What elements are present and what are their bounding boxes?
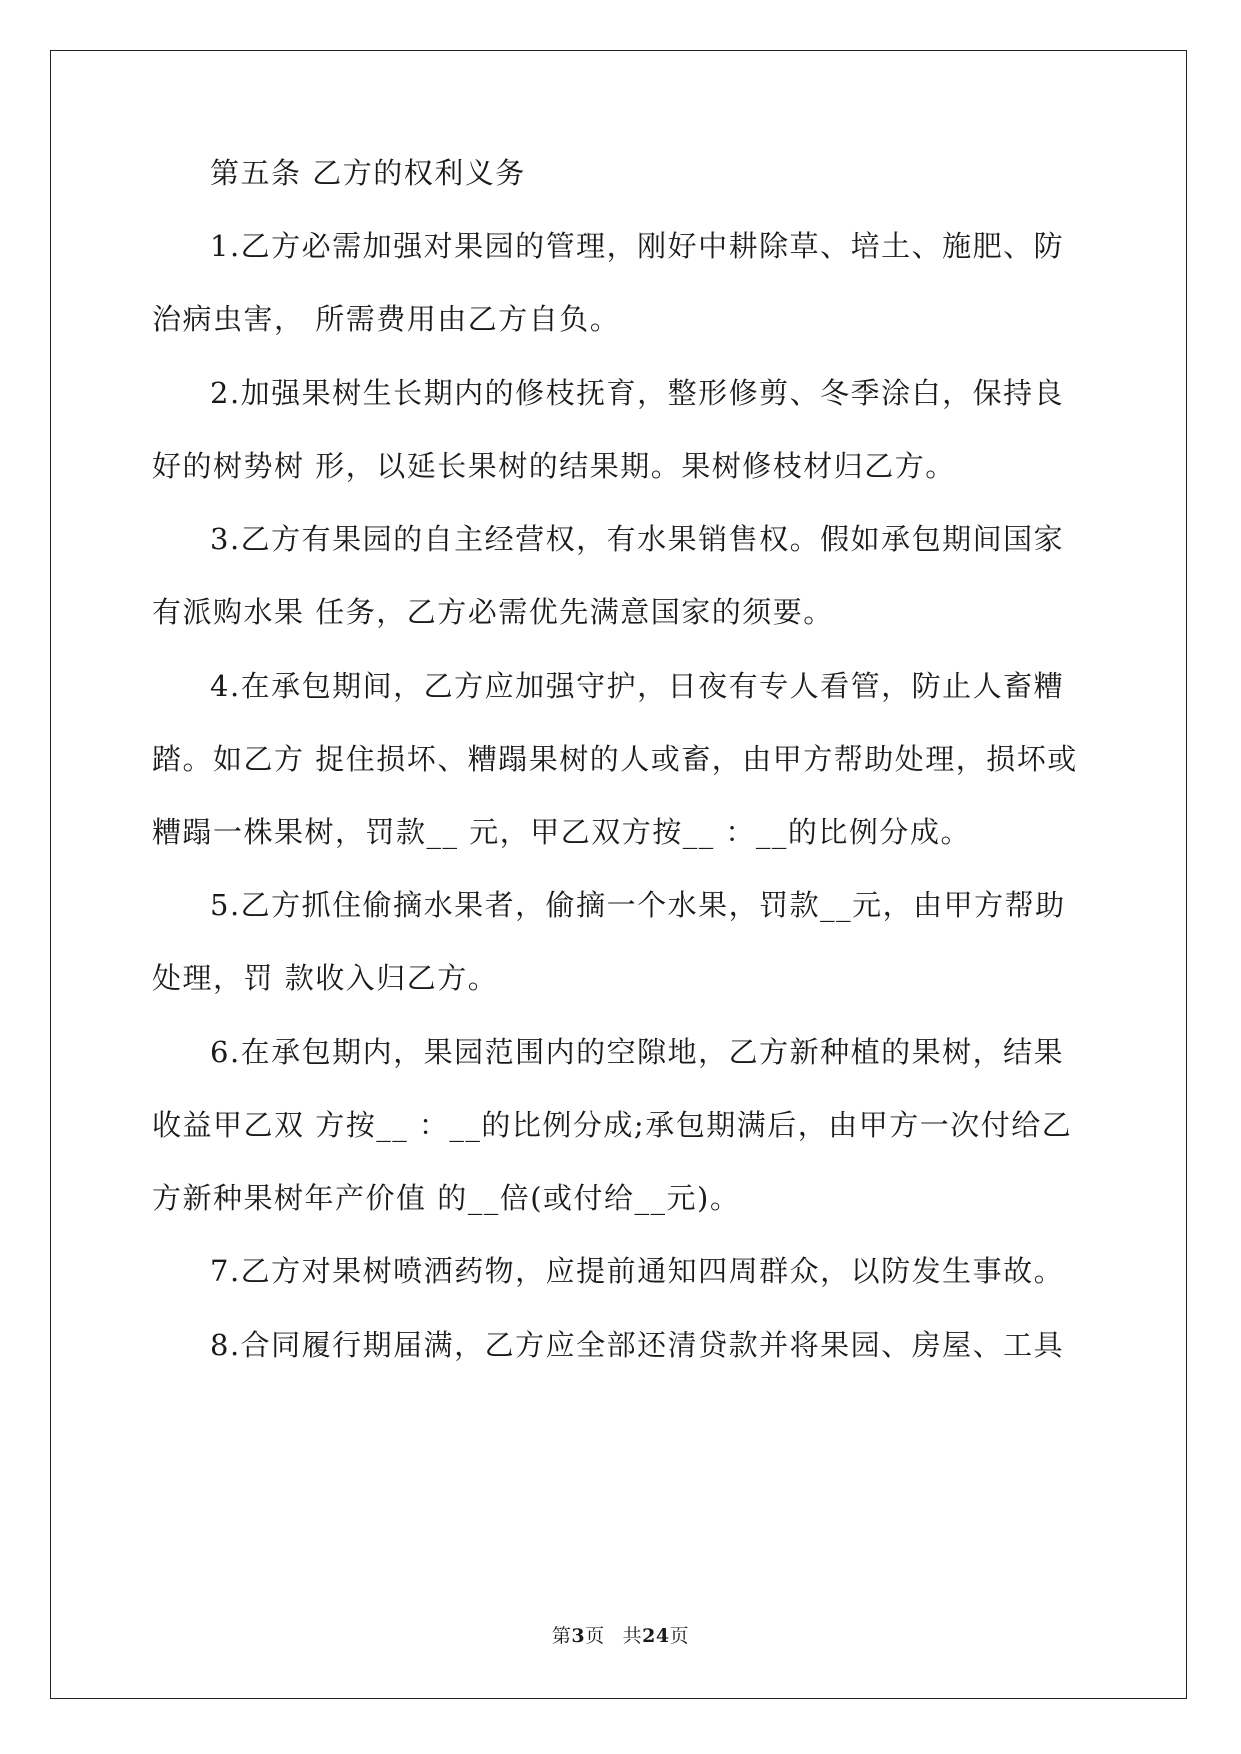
paragraph-line: 糟蹋一株果树，罚款__ 元，甲乙双方按__ ：__的比例分成。 [152, 815, 971, 849]
page-prefix: 第 [551, 1625, 572, 1647]
paragraph-line: 有派购水果 任务，乙方必需优先满意国家的须要。 [152, 595, 834, 629]
paragraph-line: 治病虫害， 所需费用由乙方自负。 [152, 302, 621, 336]
page-number: 3 [571, 1625, 586, 1647]
paragraph-line: 收益甲乙双 方按__ ：__的比例分成;承包期满后，由甲方一次付给乙 [152, 1108, 1073, 1142]
paragraph-line: 踏。如乙方 捉住损坏、糟蹋果树的人或畜，由甲方帮助处理，损坏或 [152, 742, 1078, 776]
total-pages: 24 [642, 1625, 670, 1647]
paragraph-line: 好的树势树 形，以延长果树的结果期。果树修枝材归乙方。 [152, 449, 956, 483]
paragraph-line: 2.加强果树生长期内的修枝抚育，整形修剪、冬季涂白，保持良 [210, 376, 1065, 410]
page-footer [0, 1621, 1241, 1648]
page-border [50, 50, 1187, 1699]
paragraph-line: 8.合同履行期届满，乙方应全部还清贷款并将果园、房屋、工具 [210, 1328, 1065, 1362]
paragraph-line: 6.在承包期内，果园范围内的空隙地，乙方新种植的果树，结果 [210, 1035, 1065, 1069]
total-suffix: 页 [669, 1625, 690, 1647]
page-suffix: 页 [585, 1625, 605, 1647]
paragraph-line: 5.乙方抓住偷摘水果者，偷摘一个水果，罚款__元，由甲方帮助 [210, 888, 1066, 922]
paragraph-line: 3.乙方有果园的自主经营权，有水果销售权。假如承包期间国家 [210, 522, 1065, 556]
paragraph-line: 1.乙方必需加强对果园的管理，刚好中耕除草、培土、施肥、防 [210, 229, 1065, 263]
paragraph-line: 4.在承包期间，乙方应加强守护，日夜有专人看管，防止人畜糟 [210, 669, 1065, 703]
total-prefix: 共 [622, 1625, 643, 1647]
paragraph-line: 7.乙方对果树喷洒药物，应提前通知四周群众，以防发生事故。 [210, 1254, 1065, 1288]
paragraph-line: 方新种果树年产价值 的__倍(或付给__元)。 [152, 1181, 741, 1215]
section-heading: 第五条 乙方的权利义务 [210, 156, 526, 190]
paragraph-line: 处理，罚 款收入归乙方。 [152, 961, 499, 995]
